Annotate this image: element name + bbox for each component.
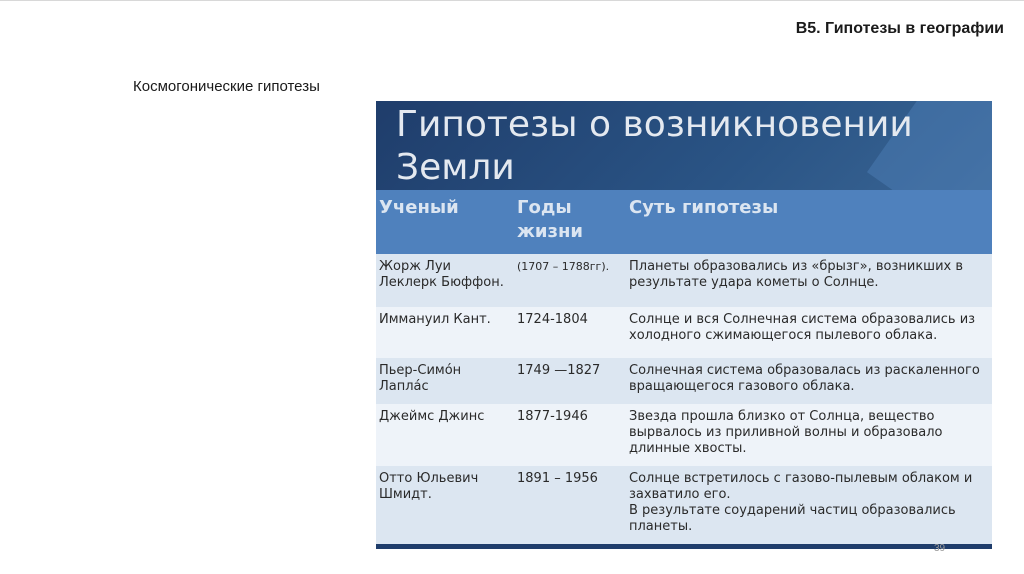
cell-scientist: Отто Юльевич Шмидт.	[379, 471, 479, 502]
column-header-scientist: Ученый	[379, 197, 459, 218]
table-row	[376, 307, 992, 358]
slide-title: Гипотезы о возникновении Земли	[396, 104, 913, 188]
table-header	[376, 190, 992, 254]
cell-scientist: Пьер-Симо́н Лапла́с	[379, 363, 462, 394]
cell-years: 1724-1804	[517, 312, 588, 327]
cell-scientist: Жорж Луи Леклерк Бюффон.	[379, 259, 504, 290]
cell-years: 1891 – 1956	[517, 471, 598, 486]
top-divider	[0, 0, 1024, 1]
cell-years: 1877-1946	[517, 409, 588, 424]
table-row	[376, 466, 992, 544]
column-header-essence: Суть гипотезы	[629, 197, 779, 218]
cell-scientist: Иммануил Кант.	[379, 312, 491, 327]
slide-bottom-bar	[376, 544, 992, 549]
page-subtitle: Космогонические гипотезы	[133, 78, 320, 95]
cell-essence: Звезда прошла близко от Солнца, вещество вырвалось из приливной волны и образовало длинные хвосты.	[629, 409, 943, 456]
column-header-years: Годы жизни	[517, 197, 584, 242]
table-row	[376, 404, 992, 466]
cell-years: (1707 – 1788гг).	[517, 260, 610, 273]
slide-header	[376, 101, 992, 190]
cell-essence: Планеты образовались из «брызг», возникших в результате удара кометы о Солнце.	[629, 259, 964, 290]
cell-essence: Солнечная система образовалась из раскаленного вращающегося газового облака.	[629, 363, 980, 394]
cell-scientist: Джеймс Джинс	[379, 409, 485, 424]
table-row	[376, 358, 992, 404]
cell-years: 1749 —1827	[517, 363, 601, 378]
cell-essence: Солнце и вся Солнечная система образовались из холодного сжимающегося пылевого облака.	[629, 312, 976, 343]
page-number: 39	[934, 543, 946, 554]
section-title: B5. Гипотезы в географии	[795, 20, 1004, 37]
slide-image	[376, 101, 992, 549]
cell-essence: Солнце встретилось с газово-пылевым облаком и захватило его. В результате соударений частиц образовались планеты.	[629, 471, 973, 534]
table-row	[376, 254, 992, 307]
